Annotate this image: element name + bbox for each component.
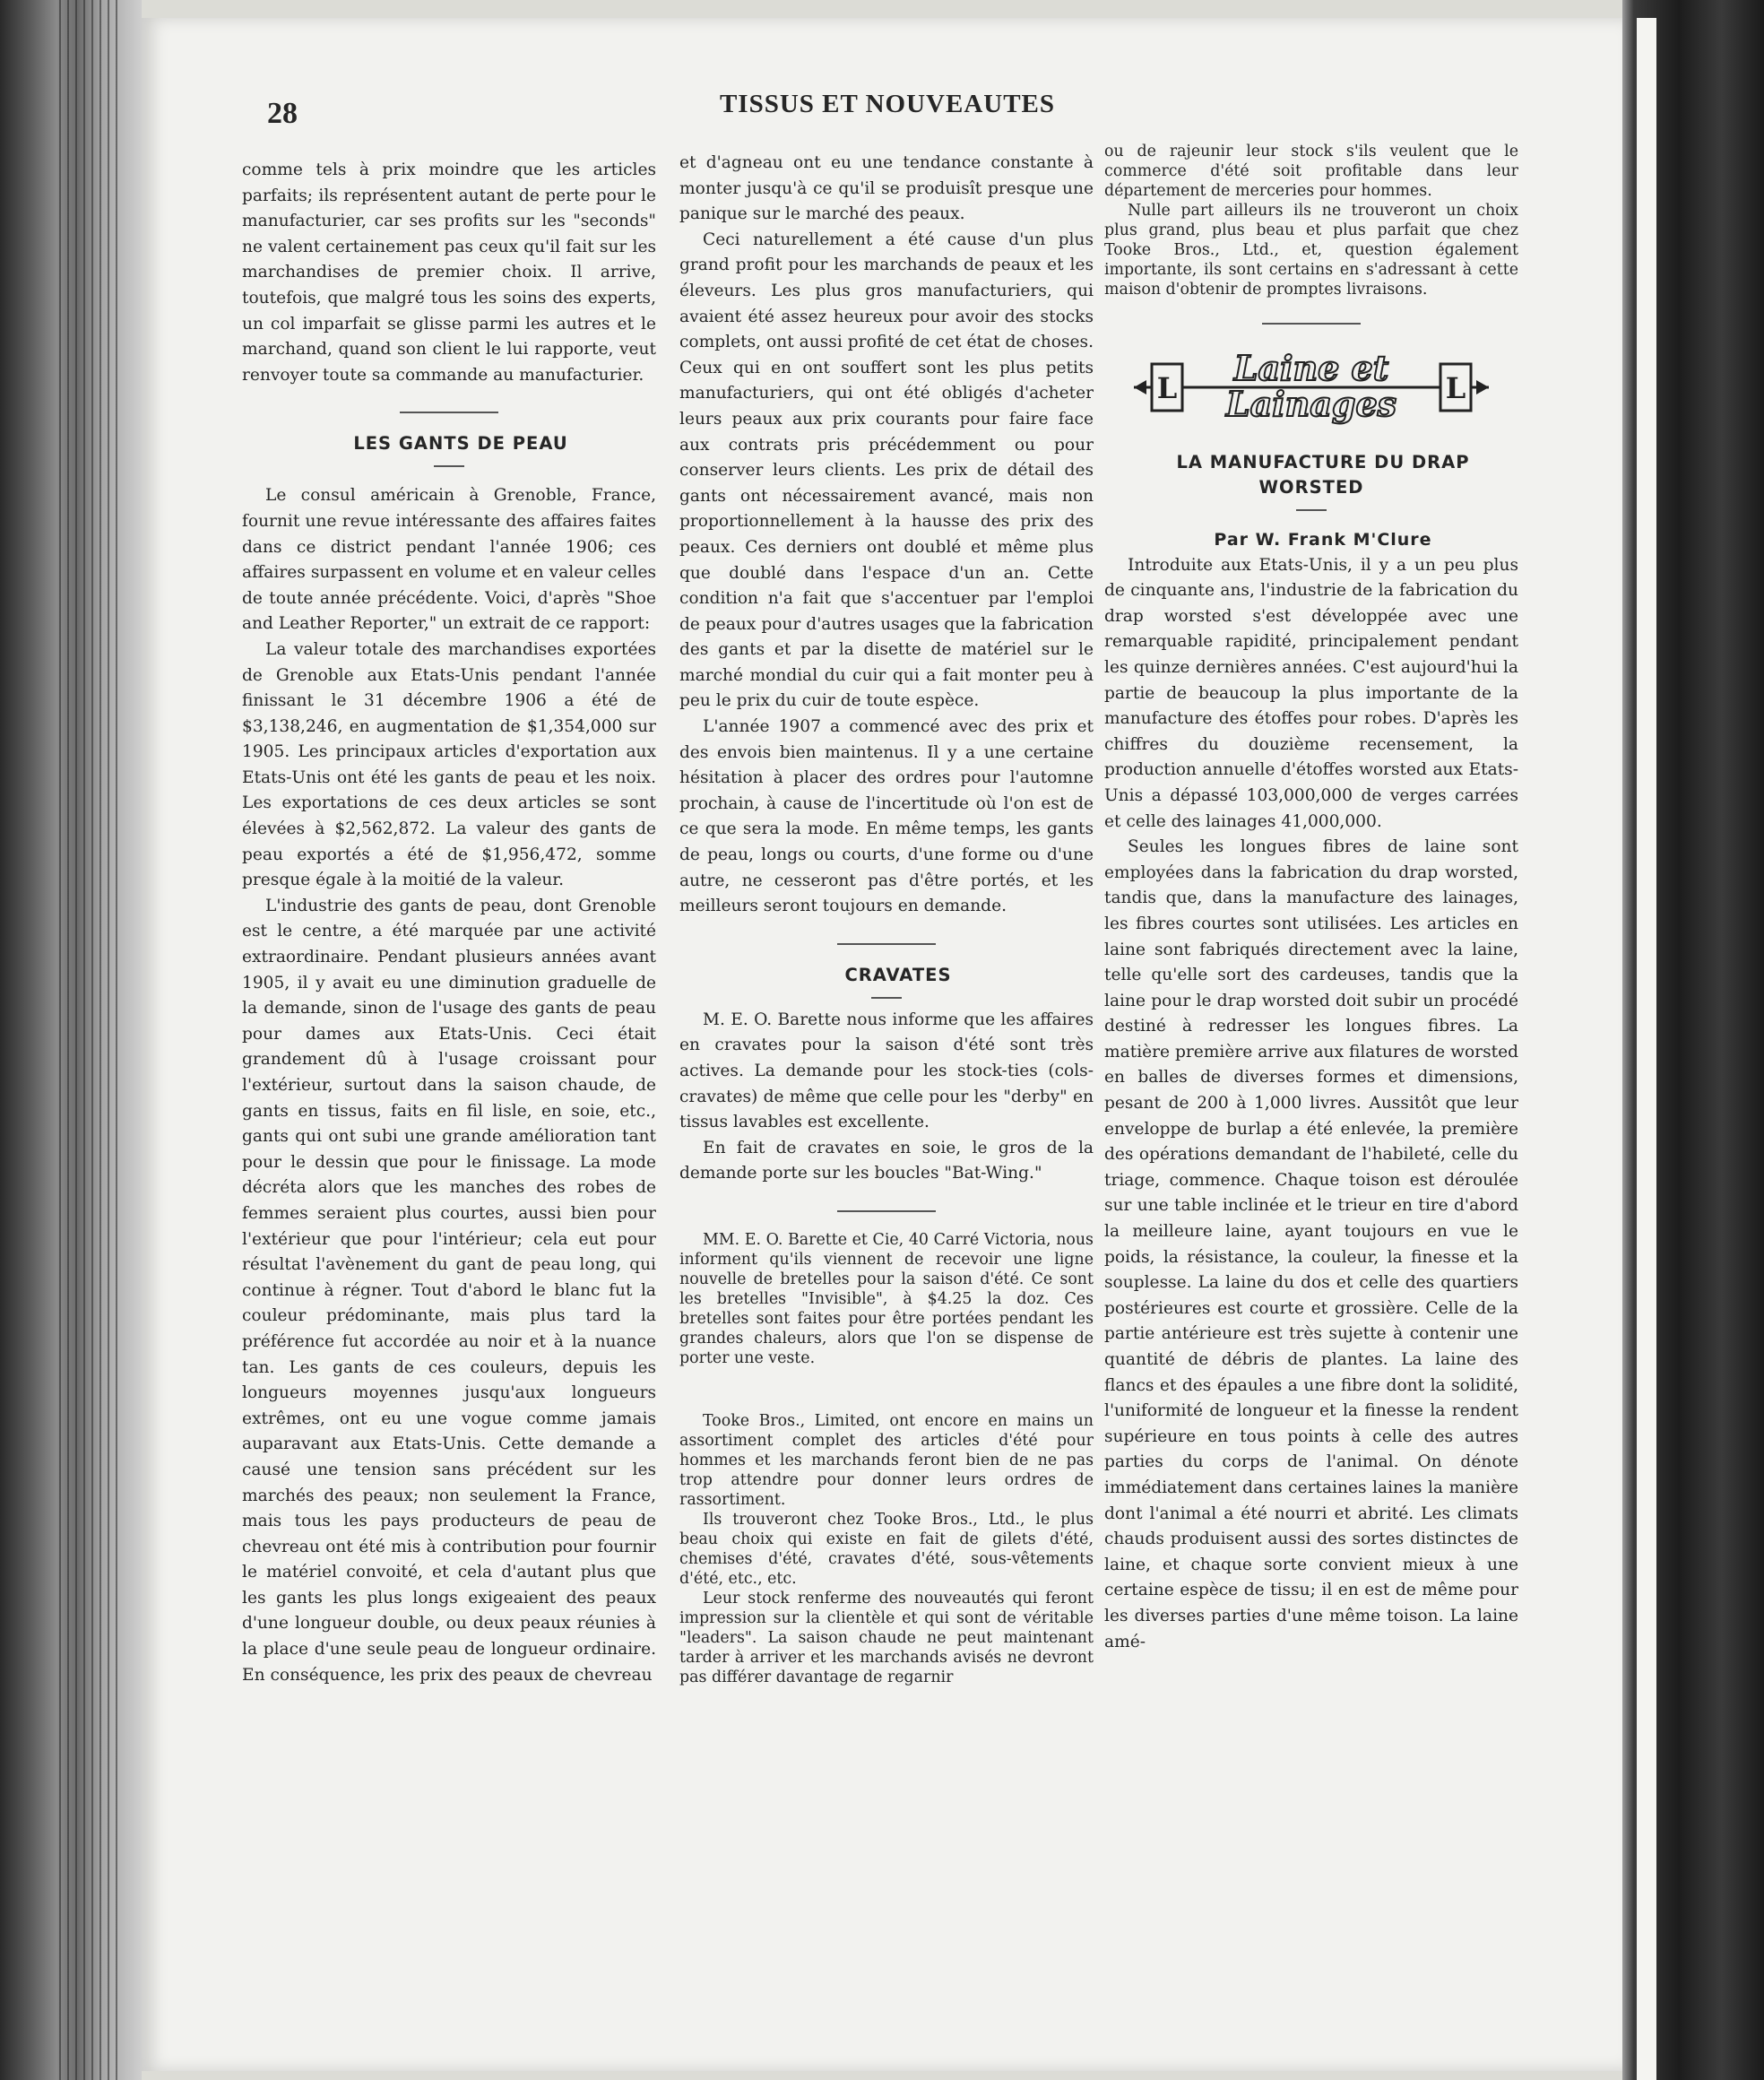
section-heading-cravates: CRAVATES [844,964,952,985]
heading-rule [871,997,902,999]
heading-rule [1296,509,1327,511]
column-1 [242,158,656,2076]
paragraph: En fait de cravates en soie, le gros de la demande porte sur les boucles "Bat-Wing." [679,1138,1094,1183]
paragraph: M. E. O. Barette nous informe que les affaires en cravates pour la saison d'été sont très actives. La demande pour les stock-ties (cols-cravates) de même que celle pour les "derby" en tissus lavables est excellente. [679,1010,1094,1132]
paragraph: Le consul américain à Grenoble, France, fournit une revue intéressante des affaires faites dans ce district pendant l'année 1906; ces affaires surpassent en volume et en valeur celles de toute année précédente. Voici, d'après "Shoe and Leather Reporter," un extrait de ce rapport: [242,486,656,634]
section-heading-gants: LES GANTS DE PEAU [353,433,568,455]
paragraph: Ceci naturellement a été cause d'un plus grand profit pour les marchands de peaux et les éleveurs. Les plus gros manufacturiers, qui avaient été assez heureux pour avoir des stocks complets, ont aussi profité de cet état de choses. Ceux qui en ont souffert sont les plus petits manufacturiers, qui ont été obligés d'acheter leurs peaux aux prix courants pour faire face aux contrats pris précédemment ou pour conserver leurs clients. Les prix de détail des gants ont nécessairement avancé, mais non proportionnellement à la hausse des prix des peaux. Ces derniers ont doublé et même plus que doublé dans l'espace d'un an. Cette condition n'a fait que s'accentuer par l'emploi de peaux pour d'autres usages que la fabrication des gants et par la disette de matériel sur le marché mondial du cuir qui a fait monter peu à peu le prix du cuir de toute espèce. [679,230,1094,711]
paragraph: Nulle part ailleurs ils ne trouveront un choix plus grand, plus beau et plus parfait que chez Tooke Bros., Ltd., et, question également importante, ils sont certains en s'adressant à cette maison d'obtenir de promptes livraisons. [1104,202,1518,299]
laine-et-lainages-logo [1127,346,1496,429]
paragraph: comme tels à prix moindre que les articles parfaits; ils représentent autant de perte pour le manufacturier, car ses profits sur les "seconds" ne valent certainement pas ceux qu'il fait sur les marchandises de premier choix. Il arrive, toutefois, que malgré tous les soins des experts, un col imparfait se glisse parmi les autres et le marchand, quand son client le lui rapporte, veut renvoyer toute sa commande au manufacturier. [242,160,656,385]
column-3 [1104,142,1518,2060]
paragraph: MM. E. O. Barette et Cie, 40 Carré Victoria, nous informent qu'ils viennent de recevoir une ligne nouvelle de bretelles pour la saison d'été. Ce sont les bretelles "Invisible", à $4.25 la doz. Ces bretelles sont faites pour être portées pendant les grandes chaleurs, alors que l'on se dispense de porter une veste. [679,1230,1094,1367]
separator-rule [400,412,498,413]
column-2 [679,151,1094,2069]
paragraph: ou de rajeunir leur stock s'ils veulent que le commerce d'été soit profitable dans leur département de merceries pour hommes. [1104,143,1518,200]
page-number: 28 [267,97,298,130]
heading-rule [434,465,464,467]
paragraph: La valeur totale des marchandises exportées de Grenoble aux Etats-Unis pendant l'année finissant le 31 décembre 1906 a été de $3,138,246, en augmentation de $1,354,000 sur 1905. Les principaux articles d'exportation aux Etats-Unis ont été les gants de peau et les noix. Les exportations de ces deux articles se sont élevées à $2,562,872. La valeur des gants de peau exportés a été de $1,956,472, somme presque égale à la moitié de la valeur. [242,639,656,890]
logo-line-2: Lainages [1225,384,1397,424]
paragraph: Tooke Bros., Limited, ont encore en mains un assortiment complet des articles d'été pour hommes et les marchands feront bien de ne pas trop attendre pour donner leurs ordres de rassortiment. [679,1411,1094,1509]
running-head: TISSUS ET NOUVEAUTES [719,90,1056,118]
svg-text:L: L [1445,371,1466,405]
paragraph: Ils trouveront chez Tooke Bros., Ltd., le plus beau choix qui existe en fait de gilets d'été, chemises d'été, cravates d'été, sous-vêtements d'été, etc., etc. [679,1510,1094,1588]
separator-rule [837,1391,936,1393]
separator-rule [837,1210,936,1212]
page-edges-left [59,0,124,2080]
byline: Par W. Frank M'Clure [1214,530,1432,550]
next-page-strip [1637,18,1656,2080]
svg-text:L: L [1156,371,1178,405]
logo-line-1: Laine et [1233,348,1389,388]
paragraph: L'industrie des gants de peau, dont Grenoble est le centre, a été marquée par une activité extraordinaire. Pendant plusieurs années avant 1905, il y avait eu une diminution graduelle de la demande, sinon de l'usage des gants de peau pour dames aux Etats-Unis. Ceci était grandement dû à l'usage croissant pour l'extérieur, surtout dans la saison chaude, de gants en tissus, faits en fil lisle, en soie, etc., gants qui ont subi une grande amélioration tant pour le dessin que pour le finissage. La mode décréta alors que les manches des robes de femmes seraient plus courtes, aussi bien pour l'extérieur que pour l'intérieur; cela eut pour résultat l'avènement du gant de peau long, qui continue à régner. Tout d'abord le blanc fut la couleur prédominante, mais plus tard la préférence fut accordée au noir et à la nuance tan. Les gants de ces couleurs, depuis les longueurs moyennes jusqu'aux longueurs extrêmes, ont eu une vogue comme jamais auparavant aux Etats-Unis. Cette demande a causé une tension sans précédent sur les marchés des peaux; non seulement la France, mais tous les pays producteurs de peau de chevreau ont été mis à contribution pour fournir le matériel convoité, et cela d'autant plus que les gants les plus longs exigeaient des peaux d'une longueur double, ou deux peaux réunies à la place d'une seule peau de longueur ordinaire. En conséquence, les prix des peaux de chevreau [242,896,656,1685]
paragraph: Leur stock renferme des nouveautés qui feront impression sur la clientèle et qui sont de véritable "leaders". La saison chaude ne peut maintenant tarder à arriver et les marchands avisés ne devront pas différer davantage de regarnir [679,1589,1094,1686]
separator-rule [837,943,936,945]
paragraph: Introduite aux Etats-Unis, il y a un peu plus de cinquante ans, l'industrie de la fabrication du drap worsted s'est développée avec une remarquable rapidité, principalement pendant les quinze dernières années. C'est aujourd'hui la partie de beaucoup la plus importante de la manufacture des étoffes pour robes. D'après les chiffres du douzième recensement, la production annuelle d'étoffes worsted aux Etats-Unis a dépassé 103,000,000 de verges carrées et celle des lainages 41,000,000. [1104,555,1518,831]
paragraph: et d'agneau ont eu une tendance constante à monter jusqu'à ce qu'il se produisît presque une panique sur le marché des peaux. [679,153,1094,224]
paragraph: Seules les longues fibres de laine sont employées dans la fabrication du drap worsted, tandis que, dans la manufacture des lainages, les fibres courtes sont utilisées. Les articles en laine sont fabriqués directement avec la laine, telle qu'elle sort des cardeuses, tandis que la laine pour le drap worsted doit subir un procédé destiné à redresser les longues fibres. La matière première arrive aux filatures de worsted en balles de diverses formes et dimensions, pesant de 200 à 1,000 livres. Aussitôt que leur enveloppe de burlap a été enlevée, la première des opérations demandant de l'habileté, celle du triage, commence. Chaque toison est déroulée sur une table inclinée et le trieur en tire d'abord la meilleure laine, ayant toujours en vue le poids, la résistance, la couleur, la finesse et la souplesse. La laine du dos et celle des quartiers postérieures est courte et grossière. Celle de la partie antérieure est très sujette à contenir une quantité de débris de plantes. La laine des flancs et des épaules a une fibre dont la solidité, l'uniformité de longueur et la finesse la rendent supérieure en tous points à celle des autres parties du corps de l'animal. On dénote immédiatement dans certaines laines la manière dont l'animal a été nourri et abrité. Les climats chauds produisent aussi des sortes distinctes de laine, et chaque sorte convient mieux à une certaine espèce de tissu; il en est de même pour les diverses parties d'une même toison. La laine amé- [1104,837,1518,1651]
separator-rule [1262,323,1361,325]
paragraph: L'année 1907 a commencé avec des prix et des envois bien maintenus. Il y a une certaine hésitation à placer des ordres pour l'automne prochain, à cause de l'incertitude où l'on est de ce que sera la mode. En même temps, les gants de peau, longs ou courts, d'une forme ou d'une autre, ne cesseront pas d'être portés, et les meilleurs seront toujours en demande. [679,717,1094,916]
section-heading-drap-worsted: LA MANUFACTURE DU DRAP WORSTED [1176,452,1470,498]
